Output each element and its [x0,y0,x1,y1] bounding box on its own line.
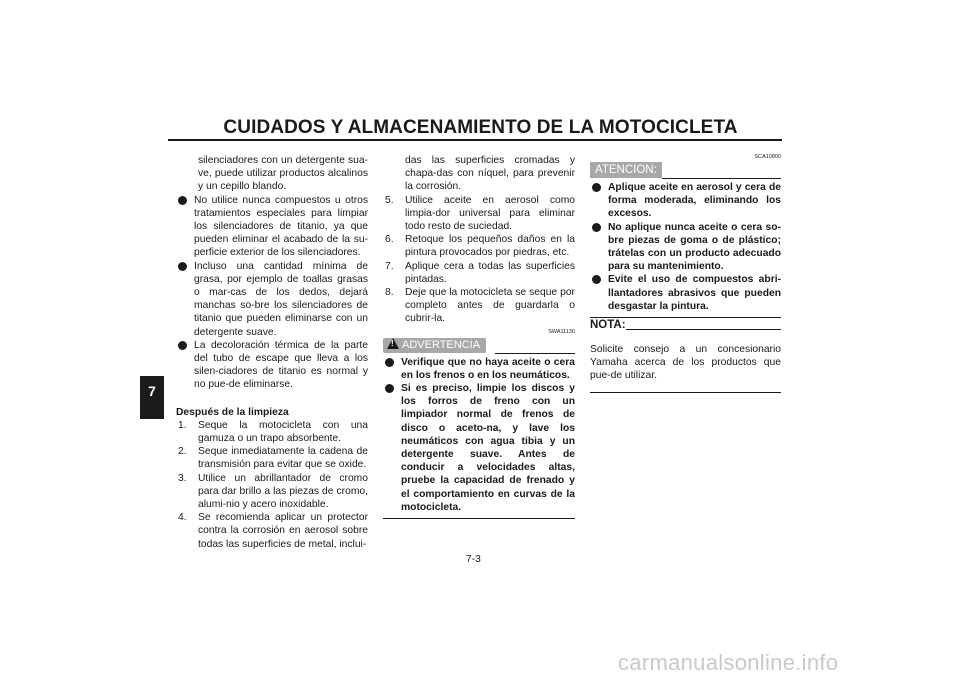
section-subheading: Después de la limpieza [176,406,289,418]
step-item: 8. Deje que la motocicleta se seque por completo antes de guardarla o cubrir-la. [385,287,575,325]
note-text: Solicite consejo a un concesionario Yamaha acerca de los productos que pue-de utilizar. [590,343,781,381]
bullet-icon [178,262,187,271]
watermark: carmanualsonline.info [618,650,839,675]
bullet-item: Incluso una cantidad mínima de grasa, por ejemplo de toallas grasas o mar-cas de los dedos, dejará manchas so-bre los silenciadores de titanio que pueden eliminarse con un detergente suave. [176,260,368,339]
bullet-icon [592,223,601,232]
attention-code: SCA10800 [754,154,781,160]
bullet-icon [178,196,187,205]
attention-item: Aplique aceite en aerosol y cera de forma moderada, eliminando los excesos. [590,181,781,221]
warning-item: Si es preciso, limpie los discos y los forros de freno con un limpiador normal de frenos de disco o aceto-na, y lave los neumáticos con agua tibia y un detergente suave. Antes de conducir a velocidades altas, pruebe la capacidad de frenado y el comportamiento en curvas de la motocicleta. [383,382,575,514]
step-item: 5. Utilice aceite en aerosol como limpia-dor universal para eliminar todo resto de suciedad. [385,194,575,233]
bullet-icon [385,384,394,393]
note-box [590,319,781,393]
column-2 [383,154,575,519]
step-item: 2. Seque inmediatamente la cadena de transmisión para evitar que se oxide. [178,446,368,471]
column-3 [590,181,781,318]
continued-text: das las superficies cromadas y chapa-das con níquel, para prevenir la corrosión. [405,155,575,193]
attention-item: No aplique nunca aceite o cera so-bre piezas de goma o de plástico; trátelas con un producto adecuado para su mantenimiento. [590,221,781,274]
warning-header [383,336,575,356]
step-item: 1. Seque la motocicleta con una gamuza o un trapo absorbente. [178,419,368,445]
title-rule [168,139,782,141]
bullet-item: No utilice nunca compuestos u otros tratamientos especiales para limpiar los silenciadores de titanio, ya que pueden eliminar el acabado de la su-perficie exterior de los silenciadores. [176,194,368,260]
note-label: NOTA: [590,319,626,331]
step-item: 4. Se recomienda aplicar un protector contra la corrosión en aerosol sobre todas las superficies de metal, inclui- [178,512,368,550]
page-title: CUIDADOS Y ALMACENAMIENTO DE LA MOTOCICLETA [223,117,738,138]
warning-badge: !ADVERTENCIA [383,338,486,353]
note-end-rule [590,392,781,393]
bullet-icon [385,358,394,367]
warning-item: Verifique que no haya aceite o cera en los frenos o en los neumáticos. [383,356,575,382]
page-number: 7-3 [466,554,481,565]
attention-badge: ATENCION: [590,162,662,178]
step-item: 7. Aplique cera a todas las superficies pintadas. [385,260,575,285]
bullet-item: La decoloración térmica de la parte del tubo de escape que lleva a los silen-ciadores de titanio es normal y no pue-de eliminarse. [176,339,368,392]
intro-text: silenciadores con un detergente sua-ve, puede utilizar productos alcalinos y un cepillo blando. [198,155,368,193]
chapter-tab: 7 [140,376,164,419]
warning-code: SWA11130 [548,328,575,335]
column-1 [176,154,368,551]
warning-triangle-icon [387,338,399,349]
bullet-icon [592,183,601,192]
step-item: 6. Retoque los pequeños daños en la pintura provocados por piedras, etc. [385,234,575,259]
attention-item: Evite el uso de compuestos abri-llantadores abrasivos que pueden desgastar la pintura. [590,273,781,313]
warning-end-rule [383,518,575,519]
bullet-icon [178,341,187,350]
bullet-icon [592,275,601,284]
step-item: 3. Utilice un abrillantador de cromo para dar brillo a las piezas de cromo, alumi-nio y acero inoxidable. [178,472,368,511]
attention-end-rule [590,317,781,318]
